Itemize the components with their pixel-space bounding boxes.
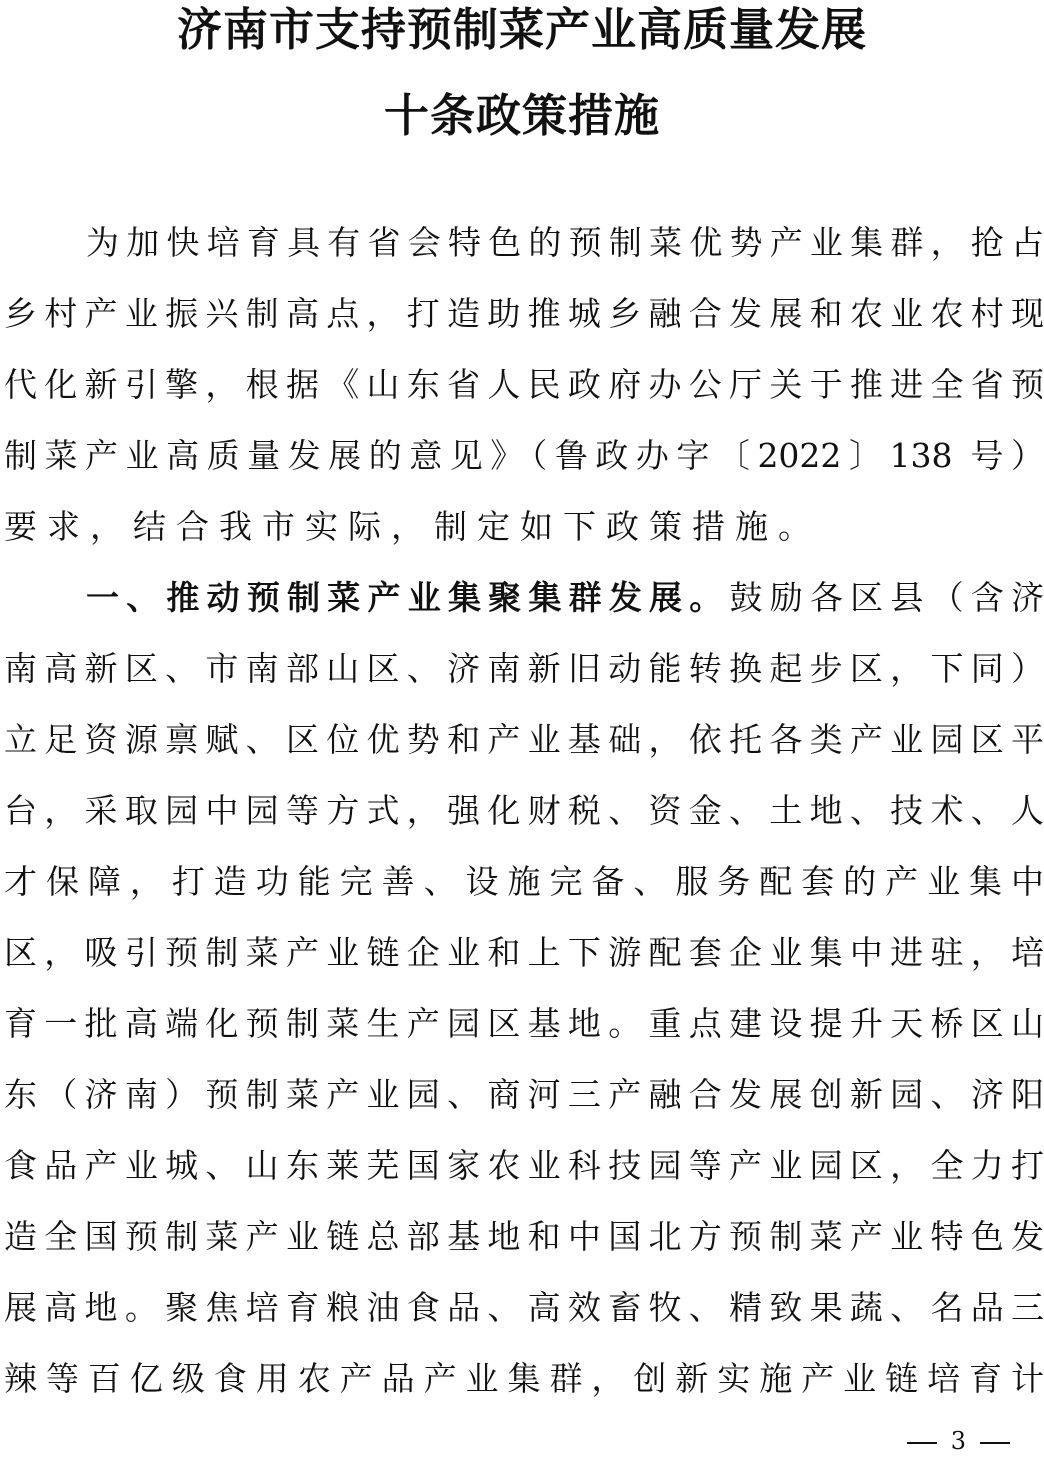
page-number-value: 3 [950, 1427, 966, 1455]
section-1-line-3: 立足资源禀赋、区位优势和产业基础，依托各类产业园区平 [4, 720, 1044, 759]
document-title-line-2: 十条政策措施 [383, 89, 660, 142]
section-1-heading: 一、推动预制菜产业集聚集群发展。 [86, 578, 730, 617]
section-1-line-9: 食品产业城、山东莱芜国家农业科技园等产业园区，全力打 [4, 1146, 1044, 1185]
intro-line-2: 乡村产业振兴制高点，打造助推城乡融合发展和农业农村现 [4, 294, 1044, 333]
section-1-line-6: 区，吸引预制菜产业链企业和上下游配套企业集中进驻，培 [4, 933, 1044, 972]
section-1-line-2: 南高新区、市南部山区、济南新旧动能转换起步区，下同） [4, 649, 1044, 688]
document-title-line-1: 济南市支持预制菜产业高质量发展 [176, 3, 867, 56]
section-1-first-line-text: 鼓励各区县（含济 [729, 578, 1044, 617]
page-number-left-dash [907, 1442, 937, 1444]
intro-line-5: 要求，结合我市实际，制定如下政策措施。 [4, 507, 821, 546]
section-1-line-5: 才保障，打造功能完善、设施完备、服务配套的产业集中 [4, 862, 1044, 901]
section-1-line-11: 展高地。聚焦培育粮油食品、高效畜牧、精致果蔬、名品三 [4, 1288, 1044, 1327]
intro-line-3: 代化新引擎，根据《山东省人民政府办公厅关于推进全省预 [4, 365, 1044, 404]
section-1-line-8: 东（济南）预制菜产业园、商河三产融合发展创新园、济阳 [4, 1075, 1044, 1114]
page-number [893, 1426, 1024, 1456]
section-1-line-4: 台，采取园中园等方式，强化财税、资金、土地、技术、人 [4, 791, 1044, 830]
intro-line-4: 制菜产业高质量发展的意见》（鲁政办字〔2022〕138 号） [4, 436, 1044, 475]
section-1-line-7: 育一批高端化预制菜生产园区基地。重点建设提升天桥区山 [4, 1004, 1044, 1043]
section-1-line-12: 辣等百亿级食用农产品产业集群，创新实施产业链培育计 [4, 1359, 1044, 1398]
section-1-first-line [86, 576, 1044, 620]
intro-line-1: 为加快培育具有省会特色的预制菜优势产业集群，抢占 [86, 223, 1044, 262]
section-1-line-10: 造全国预制菜产业链总部基地和中国北方预制菜产业特色发 [4, 1217, 1044, 1256]
page-number-right-dash [980, 1442, 1010, 1444]
